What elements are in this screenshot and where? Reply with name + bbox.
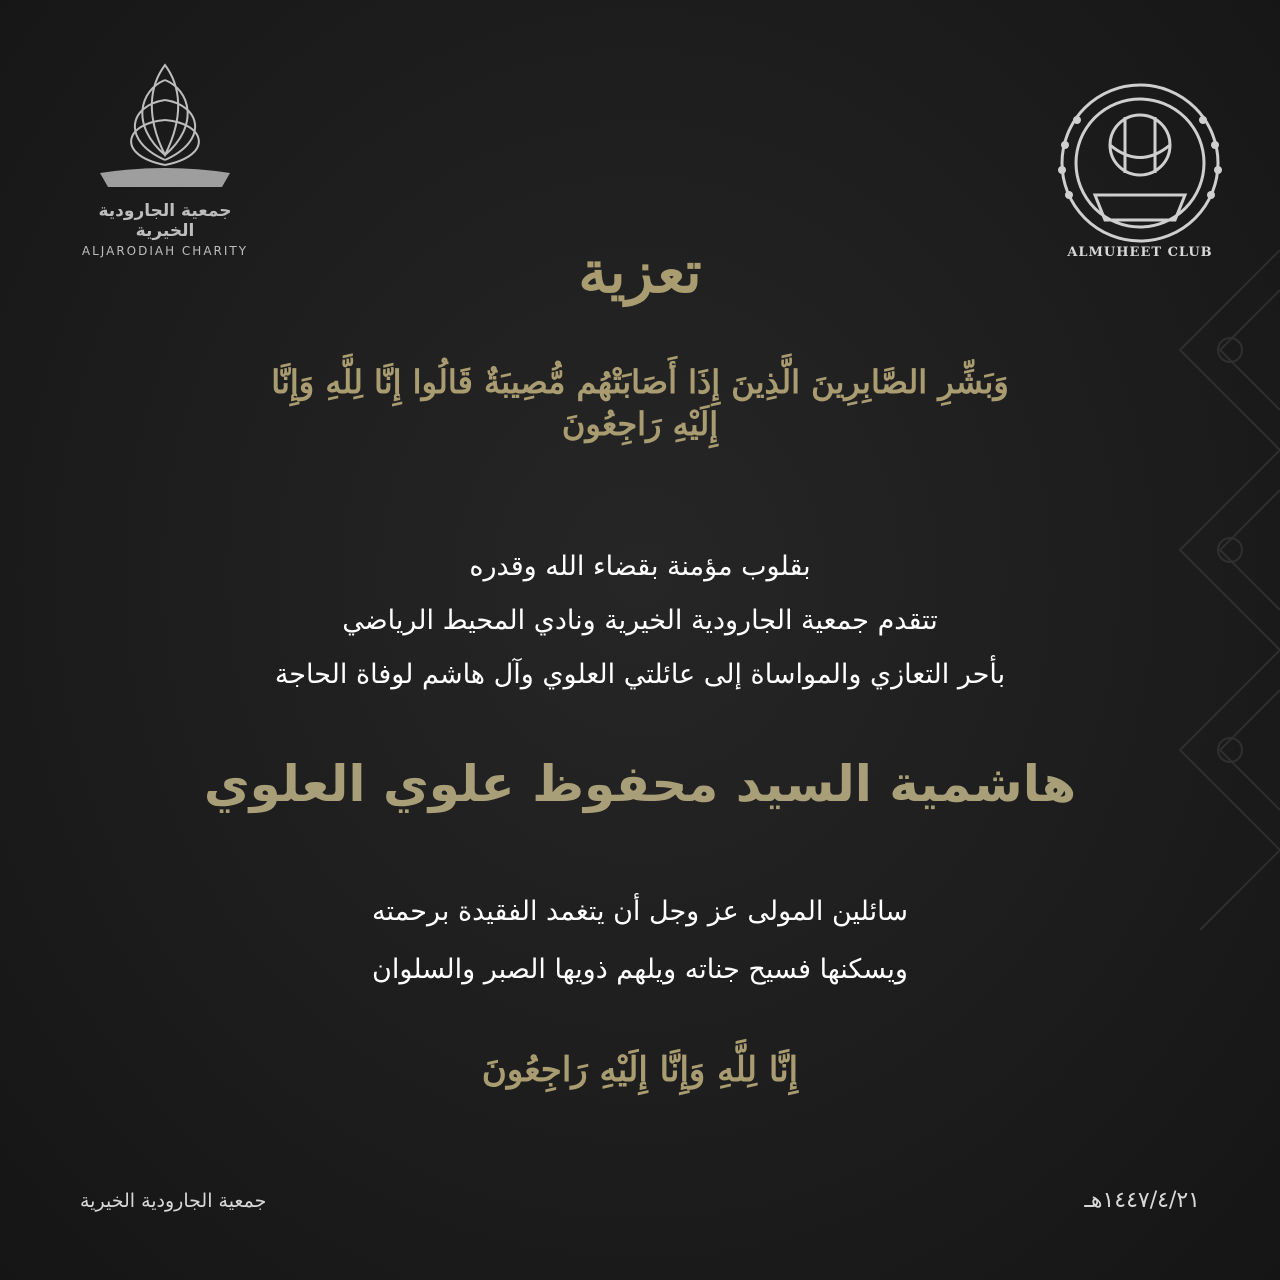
footer-date: ١٤٤٧/٤/٢١هـ [1084,1188,1200,1213]
message-line: بأحر التعازي والمواساة إلى عائلتي العلوي وآل هاشم لوفاة الحاجة [274,659,1006,690]
footer-organization: جمعية الجارودية الخيرية [80,1190,267,1212]
condolence-message [140,540,1140,702]
message-line: تتقدم جمعية الجارودية الخيرية ونادي المحيط الرياضي [342,605,938,636]
club-name-english: ALMUHEET CLUB [1067,245,1213,260]
charity-name-english: ALJARODIAH CHARITY [81,244,249,258]
decorative-ornament [1120,250,1280,950]
message-line: بقلوب مؤمنة بقضاء الله وقدره [469,551,811,582]
prayer-line: سائلين المولى عز وجل أن يتغمد الفقيدة برحمته [372,896,908,927]
closing-verse: إِنَّا لِلَّهِ وَإِنَّا إِلَيْهِ رَاجِعُونَ [481,1050,799,1090]
aljarodiah-charity-logo [70,55,260,260]
prayer-line: ويسكنها فسيح جناته ويلهم ذويها الصبر والسلوان [372,954,908,985]
quran-verse: وَبَشِّرِ الصَّابِرِينَ الَّذِينَ إِذَا أَصَابَتْهُم مُّصِيبَةٌ قَالُوا إِنَّا لِلَّهِ وَإِنَّا إِلَيْهِ رَاجِعُونَ [271,363,1009,443]
prayer-message [140,883,1140,999]
condolence-title: تعزية [578,238,702,306]
wheat-logo-icon [90,55,240,195]
deceased-name: هاشمية السيد محفوظ علوي العلوي [203,755,1077,813]
charity-name-arabic: جمعية الجارودية الخيرية [98,201,232,241]
almuheet-club-logo [1045,75,1235,260]
club-emblem-icon [1045,75,1235,250]
